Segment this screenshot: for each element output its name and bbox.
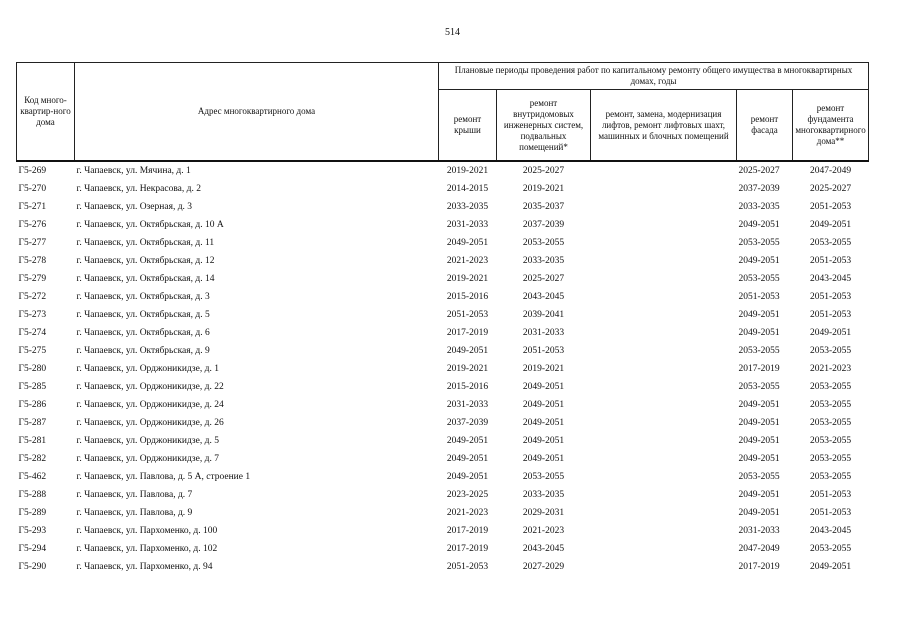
table-row [17,342,869,360]
roof-cell: 2015-2016 [446,292,489,302]
lifts-cell [591,504,737,522]
lifts-cell [591,306,737,324]
facade-cell: 2025-2027 [738,166,780,176]
address-cell: г. Чапаевск, ул. Октябрьская, д. 12 [76,256,215,266]
lifts-cell [591,468,737,486]
lifts-cell [591,288,737,306]
facade-cell: 2049-2051 [738,400,780,410]
address-cell: г. Чапаевск, ул. Орджоникидзе, д. 1 [76,364,219,374]
code-cell: Г5-293 [18,526,47,536]
lifts-cell [591,270,737,288]
code-cell: Г5-294 [18,544,47,554]
facade-cell: 2053-2055 [738,274,780,284]
address-cell: г. Чапаевск, ул. Орджоникидзе, д. 5 [76,436,219,446]
table-row [17,540,869,558]
foundation-cell: 2053-2055 [809,472,852,482]
roof-cell: 2037-2039 [446,418,489,428]
code-cell: Г5-289 [18,508,47,518]
code-cell: Г5-462 [18,472,47,482]
facade-cell: 2049-2051 [738,418,780,428]
lifts-cell [591,360,737,378]
header-facade: ремонт фасада [737,90,793,162]
facade-cell: 2049-2051 [738,328,780,338]
systems-cell: 2033-2035 [522,256,565,266]
facade-cell: 2053-2055 [738,382,780,392]
roof-cell: 2019-2021 [446,166,489,176]
address-cell: г. Чапаевск, ул. Орджоникидзе, д. 26 [76,418,224,428]
roof-cell: 2031-2033 [446,220,489,230]
foundation-cell: 2051-2053 [809,256,852,266]
code-cell: Г5-278 [18,256,47,266]
systems-cell: 2049-2051 [522,382,565,392]
roof-cell: 2051-2053 [446,310,489,320]
table-row [17,432,869,450]
code-cell: Г5-286 [18,400,47,410]
foundation-cell: 2043-2045 [809,526,852,536]
roof-cell: 2033-2035 [446,202,489,212]
address-cell: г. Чапаевск, ул. Октябрьская, д. 6 [76,328,210,338]
lifts-cell [591,558,737,576]
table-row [17,216,869,234]
roof-cell: 2049-2051 [446,472,489,482]
systems-cell: 2049-2051 [522,418,565,428]
facade-cell: 2033-2035 [738,202,780,212]
code-cell: Г5-285 [18,382,47,392]
systems-cell: 2031-2033 [522,328,565,338]
table-row [17,558,869,576]
table-row [17,378,869,396]
roof-cell: 2049-2051 [446,346,489,356]
code-cell: Г5-274 [18,328,47,338]
lifts-cell [591,414,737,432]
systems-cell: 2021-2023 [522,526,565,536]
table-row [17,486,869,504]
code-cell: Г5-288 [18,490,47,500]
code-cell: Г5-273 [18,310,47,320]
code-cell: Г5-281 [18,436,47,446]
table-row [17,468,869,486]
address-cell: г. Чапаевск, ул. Пархоменко, д. 102 [76,544,218,554]
header-roof: ремонт крыши [439,90,497,162]
roof-cell: 2019-2021 [446,274,489,284]
table-row [17,161,869,180]
foundation-cell: 2053-2055 [809,346,852,356]
table-row [17,180,869,198]
address-cell: г. Чапаевск, ул. Октябрьская, д. 9 [76,346,210,356]
foundation-cell: 2051-2053 [809,310,852,320]
code-cell: Г5-276 [18,220,47,230]
header-address: Адрес многоквартирного дома [75,63,439,162]
roof-cell: 2015-2016 [446,382,489,392]
table-row [17,360,869,378]
code-cell: Г5-271 [18,202,47,212]
systems-cell: 2053-2055 [522,472,565,482]
systems-cell: 2049-2051 [522,400,565,410]
code-cell: Г5-275 [18,346,47,356]
table-row [17,324,869,342]
systems-cell: 2043-2045 [522,292,565,302]
systems-cell: 2043-2045 [522,544,565,554]
facade-cell: 2053-2055 [738,238,780,248]
address-cell: г. Чапаевск, ул. Октябрьская, д. 11 [76,238,215,248]
table-row [17,234,869,252]
facade-cell: 2049-2051 [738,436,780,446]
facade-cell: 2047-2049 [738,544,780,554]
address-cell: г. Чапаевск, ул. Мячина, д. 1 [76,166,191,176]
systems-cell: 2051-2053 [522,346,565,356]
facade-cell: 2031-2033 [738,526,780,536]
systems-cell: 2019-2021 [522,184,565,194]
systems-cell: 2029-2031 [522,508,565,518]
table-row [17,306,869,324]
foundation-cell: 2025-2027 [809,184,852,194]
header-code: Код много-квартир-ного дома [17,63,75,162]
address-cell: г. Чапаевск, ул. Некрасова, д. 2 [76,184,201,194]
table-row [17,288,869,306]
facade-cell: 2049-2051 [738,310,780,320]
roof-cell: 2021-2023 [446,256,489,266]
facade-cell: 2017-2019 [738,364,780,374]
address-cell: г. Чапаевск, ул. Октябрьская, д. 5 [76,310,210,320]
address-cell: г. Чапаевск, ул. Орджоникидзе, д. 7 [76,454,219,464]
facade-cell: 2049-2051 [738,454,780,464]
table-row [17,504,869,522]
lifts-cell [591,342,737,360]
code-cell: Г5-270 [18,184,47,194]
systems-cell: 2037-2039 [522,220,565,230]
roof-cell: 2017-2019 [446,544,489,554]
lifts-cell [591,522,737,540]
lifts-cell [591,432,737,450]
code-cell: Г5-269 [18,166,47,176]
roof-cell: 2051-2053 [446,562,489,572]
systems-cell: 2019-2021 [522,364,565,374]
systems-cell: 2049-2051 [522,436,565,446]
roof-cell: 2014-2015 [446,184,489,194]
lifts-cell [591,180,737,198]
facade-cell: 2037-2039 [738,184,780,194]
roof-cell: 2049-2051 [446,454,489,464]
facade-cell: 2053-2055 [738,346,780,356]
facade-cell: 2049-2051 [738,256,780,266]
header-lifts: ремонт, замена, модернизация лифтов, ремонт лифтовых шахт, машинных и блочных помещений [591,90,737,162]
roof-cell: 2021-2023 [446,508,489,518]
address-cell: г. Чапаевск, ул. Павлова, д. 9 [76,508,193,518]
lifts-cell [591,486,737,504]
table-row [17,450,869,468]
table-row [17,270,869,288]
header-periods-group: Плановые периоды проведения работ по капитальному ремонту общего имущества в многоквартирных домах, годы [439,63,869,90]
foundation-cell: 2053-2055 [809,382,852,392]
table-row [17,198,869,216]
facade-cell: 2017-2019 [738,562,780,572]
foundation-cell: 2049-2051 [809,220,852,230]
facade-cell: 2051-2053 [738,292,780,302]
roof-cell: 2017-2019 [446,328,489,338]
systems-cell: 2053-2055 [522,238,565,248]
address-cell: г. Чапаевск, ул. Октябрьская, д. 14 [76,274,215,284]
lifts-cell [591,540,737,558]
systems-cell: 2025-2027 [522,274,565,284]
foundation-cell: 2049-2051 [809,328,852,338]
roof-cell: 2017-2019 [446,526,489,536]
roof-cell: 2031-2033 [446,400,489,410]
foundation-cell: 2053-2055 [809,400,852,410]
lifts-cell [591,252,737,270]
table-body [17,161,869,576]
foundation-cell: 2021-2023 [809,364,852,374]
foundation-cell: 2053-2055 [809,454,852,464]
lifts-cell [591,396,737,414]
systems-cell: 2049-2051 [522,454,565,464]
lifts-cell [591,198,737,216]
code-cell: Г5-282 [18,454,47,464]
roof-cell: 2019-2021 [446,364,489,374]
table-row [17,252,869,270]
code-cell: Г5-272 [18,292,47,302]
page-number: 514 [445,27,460,38]
lifts-cell [591,324,737,342]
table-row [17,522,869,540]
address-cell: г. Чапаевск, ул. Павлова, д. 7 [76,490,193,500]
facade-cell: 2049-2051 [738,508,780,518]
code-cell: Г5-279 [18,274,47,284]
lifts-cell [591,450,737,468]
facade-cell: 2049-2051 [738,490,780,500]
address-cell: г. Чапаевск, ул. Озерная, д. 3 [76,202,193,212]
lifts-cell [591,234,737,252]
foundation-cell: 2051-2053 [809,292,852,302]
roof-cell: 2049-2051 [446,436,489,446]
facade-cell: 2053-2055 [738,472,780,482]
systems-cell: 2025-2027 [522,166,565,176]
foundation-cell: 2053-2055 [809,238,852,248]
address-cell: г. Чапаевск, ул. Орджоникидзе, д. 24 [76,400,224,410]
address-cell: г. Чапаевск, ул. Павлова, д. 5 А, строение 1 [76,472,251,482]
foundation-cell: 2053-2055 [809,436,852,446]
foundation-cell: 2053-2055 [809,418,852,428]
address-cell: г. Чапаевск, ул. Пархоменко, д. 100 [76,526,218,536]
foundation-cell: 2047-2049 [809,166,852,176]
foundation-cell: 2043-2045 [809,274,852,284]
header-foundation: ремонт фундамента многоквартирного дома** [793,90,869,162]
foundation-cell: 2049-2051 [809,562,852,572]
code-cell: Г5-290 [18,562,47,572]
foundation-cell: 2053-2055 [809,544,852,554]
facade-cell: 2049-2051 [738,220,780,230]
systems-cell: 2033-2035 [522,490,565,500]
table-header [17,63,869,162]
header-systems: ремонт внутридомовых инженерных систем, подвальных помещений* [497,90,591,162]
lifts-cell [591,161,737,180]
systems-cell: 2039-2041 [522,310,565,320]
table-row [17,414,869,432]
address-cell: г. Чапаевск, ул. Пархоменко, д. 94 [76,562,213,572]
lifts-cell [591,216,737,234]
code-cell: Г5-277 [18,238,47,248]
table-row [17,396,869,414]
systems-cell: 2027-2029 [522,562,565,572]
roof-cell: 2023-2025 [446,490,489,500]
foundation-cell: 2051-2053 [809,202,852,212]
address-cell: г. Чапаевск, ул. Октябрьская, д. 3 [76,292,210,302]
code-cell: Г5-280 [18,364,47,374]
roof-cell: 2049-2051 [446,238,489,248]
systems-cell: 2035-2037 [522,202,565,212]
capital-repair-table [16,62,869,576]
foundation-cell: 2051-2053 [809,490,852,500]
lifts-cell [591,378,737,396]
foundation-cell: 2051-2053 [809,508,852,518]
address-cell: г. Чапаевск, ул. Октябрьская, д. 10 А [76,220,224,230]
address-cell: г. Чапаевск, ул. Орджоникидзе, д. 22 [76,382,224,392]
code-cell: Г5-287 [18,418,47,428]
